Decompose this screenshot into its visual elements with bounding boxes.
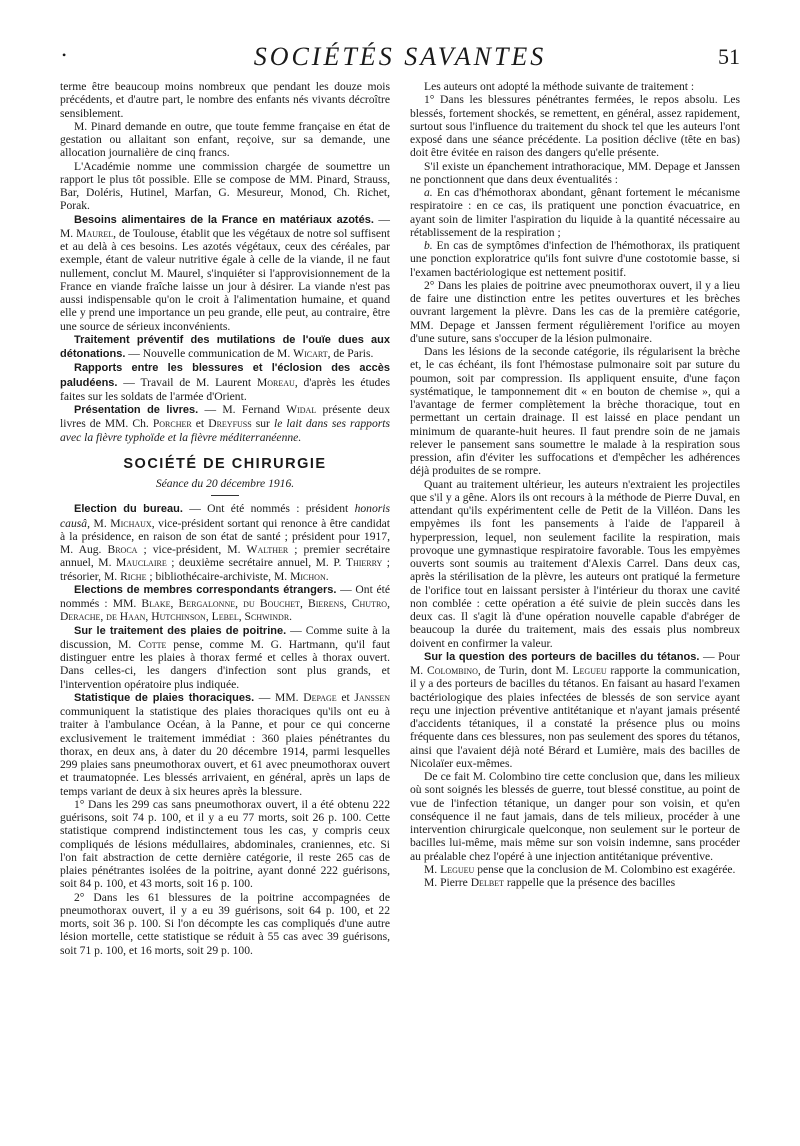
person-name: Delbet (470, 876, 504, 889)
section-heading: Rapports entre les blessures et l'éclosion des accès paludéens. (60, 362, 390, 389)
paragraph-a: a. En cas d'hémothorax abondant, gênant fortement le mécanisme respiratoire : en ce cas, ils pratiquent une ponction évacuatrice, en ayant soin de limiter l'aspiration du liquide à la quantité nécessaire au rétablissement de la respiration ; (410, 186, 740, 239)
person-name: Janssen (354, 690, 390, 704)
section-plaies: Sur le traitement des plaies de poitrine. — Comme suite à la discussion, M. Cotte pense, comme M. G. Hartmann, qu'il faut distinguer entre les plaies à thorax fermé et celles à thorax ouvert. Dans celles-ci, les dangers d'infection sont plus grands, et l'intervention opératoire plus indiquée. (60, 623, 390, 691)
divider (211, 495, 239, 496)
section-besoins: Besoins alimentaires de la France en matériaux azotés. — M. Maurel, de Toulouse, établit que les végétaux de notre sol suffisent et au delà à ces besoins. Les azotés végétaux, ceux des céréales, par exemple, étant de valeur nutritive égale à celle de la viande, il ne faut nullement, conclut M. Maurel, s'inquiéter si l'approvisionnement de la France en viande fraîche laisse un jour à désirer. La viande n'est pas aussi indispensable qu'on le croit à l'alimentation humaine, et quand elle y prend une importance un peu grande, elle peut, au contraire, être une source de sérieux inconvénients. (60, 212, 390, 333)
paragraph: terme être beaucoup moins nombreux que pendant les douze mois précédents, et d'autre part, le nombre des enfants nés vivants décroître sensiblement. (60, 80, 390, 120)
paragraph: Quant au traitement ultérieur, les auteurs n'extraient les projectiles que s'il y a gêne. Alors ils ont recours à la méthode de Pierre Duval, en attendant qu'ils expérimentent celle de Petit de la Villéon. Dans les empyèmes ils font les pansements à l'aide de l'appareil à hyperpression, lequel, non seulement facilite la respiration, mais provoque une gymnastique respiratoire favorable. Tous les empyèmes ouverts sont soumis au traitement d'Alexis Carrel. Dans deux cas, après la stérilisation de la plèvre, les auteurs ont pratiqué la fermeture de l'orifice tout en laissant persister à l'intérieur du thorax une cavité non comblée : cette opération a été suivie de plein succès dans les deux cas. Il s'agit là d'une opération nouvelle capable d'abréger de beaucoup la durée du traitement, mais des essais plus nombreux doivent en confirmer la valeur. (410, 477, 740, 650)
paragraph: M. Legueu pense que la conclusion de M. Colombino est exagérée. (424, 862, 736, 876)
section-heading: Sur le traitement des plaies de poitrine. (74, 624, 287, 637)
paragraph: M. Pinard demande en outre, que toute femme française en état de gestation ou allaitant son enfant, reçoive, sur sa demande, une allocation journalière de cinq francs. (60, 119, 390, 160)
section-heading: Présentation de livres. (74, 404, 199, 416)
section-traitement: Traitement préventif des mutilations de l'ouïe dues aux détonations. — Nouvelle communication de M. Wicart, de Paris. (60, 333, 390, 360)
section-heading: Traitement préventif des mutilations de l'ouïe dues aux détonations. (60, 333, 390, 360)
person-name: Riche (120, 569, 147, 583)
person-name: Legueu (572, 664, 607, 677)
item-label: a. (424, 186, 433, 199)
person-name: Depage (303, 690, 337, 704)
person-name: Walther (246, 543, 289, 556)
person-name: Michon (290, 569, 326, 583)
person-name: Cotte (138, 637, 167, 651)
person-name: Widal (286, 403, 317, 416)
person-name: Porcher (152, 417, 192, 431)
left-column (60, 80, 390, 957)
person-name: Michaux (110, 516, 152, 530)
section-elections-membres: Elections de membres correspondants étrangers. — Ont été nommés : MM. Blake, Bergalonne, du Bouchet, Bierens, Chutro, Derache, de Haan, Hutchinson, Lebel, Schwindr. (60, 582, 390, 624)
section-heading: Statistique de plaies thoraciques. (74, 691, 255, 704)
person-name: Moreau (256, 375, 295, 389)
section-rapports: Rapports entre les blessures et l'éclosion des accès paludéens. — Travail de M. Laurent Moreau, d'après les études faites sur les soldats de l'armée d'Orient. (60, 362, 390, 403)
person-name: Mauclaire (115, 556, 167, 570)
section-election: Election du bureau. — Ont été nommés : président honoris causâ, M. Michaux, vice-président sortant qui renonce à être candidat à la présidence, en raison de son état de santé ; président pour 1917, M. Aug. Broca ; vice-président, M. Walther ; premier secrétaire annuel, M. Mauclaire ; deuxième secrétaire annuel, M. P. Thierry ; trésorier, M. Riche ; bibliothécaire-archiviste, M. Michon. (60, 502, 390, 583)
item-label: b. (424, 239, 433, 252)
section-tetanos: Sur la question des porteurs de bacilles du tétanos. — Pour M. Colombino, de Turin, dont M. Legueu rapporte la communication, il y a des porteurs de bacilles du tétanos. En faisant au hasard l'examen bactériologique des plaies infectées de blessés de son service ayant reçu une injection préventive antitétanique et n'ayant jamais présenté d'accidents tétaniques, il a constaté la présence plus ou moins fréquente dans ces blessures, non pas seulement des spores du tétanos, ainsi que l'avaient déjà noté Bérard et Lumière, mais des bacilles de Nicolaïer eux-mêmes. (410, 649, 741, 770)
person-name: Maurel (76, 226, 114, 240)
book-title: le lait dans ses rapports avec la fièvre typhoïde et la fièvre méditerranéenne. (60, 417, 390, 444)
page-header (60, 38, 740, 78)
person-name: Broca (107, 543, 138, 556)
person-name: Wicart (293, 347, 328, 360)
right-column (410, 80, 740, 889)
section-livres: Présentation de livres. — M. Fernand Widal présente deux livres de MM. Ch. Porcher et Dreyfuss sur le lait dans ses rapports avec la fièvre typhoïde et la fièvre méditerranéenne. (60, 403, 390, 444)
paragraph: 1° Dans les blessures pénétrantes fermées, le repos absolu. Les blessés, fortement shockés, se remettent, en général, assez rapidement, surtout sous l'influence du traitement du shock tel que les auteurs l'ont exposé dans une séance précédente. La position déclive (tête en bas) doit être évitée en raison des dangers qu'elle présente. (410, 93, 740, 160)
paragraph: 2° Dans les 61 blessures de la poitrine accompagnées de pneumothorax ouvert, il y a eu 39 guérisons, soit 64 p. 100, et 22 morts, soit 36 p. 100. Si l'on décompte les cas compliqués d'une autre lésion mortelle, cette statistique se réduit à 55 cas avec 39 guérisons, soit 71 p. 100, et 16 morts, soit 29 p. 100. (60, 890, 390, 957)
person-name: Colombino (427, 664, 478, 677)
paragraph: De ce fait M. Colombino tire cette conclusion que, dans les milieux où sont soignés les blessés de guerre, tout blessé constitue, au point de vue de l'infection tétanique, un danger pour son voisin, et qu'en conséquence il ne faut jamais, dans de tels milieux, procéder à une intervention chirurgicale quelconque, non seulement sur le porteur de bacilles lui-même, mais même sur son voisin indemne, sans procéder au préalable chez l'opéré à une injection antitétanique préventive. (410, 770, 740, 863)
running-title: SOCIÉTÉS SAVANTES (253, 42, 547, 71)
person-name: Legueu (440, 862, 475, 876)
paragraph: Dans les lésions de la seconde catégorie, ils régularisent la brèche et, le cas échéant, ils font l'hémostase pulmonaire soit par suture du poumon, soit par compression. Ils appliquent ensuite, d'une façon systématique, le tamponnement dit « en bouton de chemise », qui a l'avantage de fermer complètement la brèche thoracique, tout en permettant un certain drainage. Il est laissé en place pendant un minimum de quarante-huit heures. Il faut prendre soin de ne jamais relever le pansement sans soumettre le malade à la respiration sous pression, afin d'éviter les suffocations et d'empêcher les adhérences déjà produites de se rompre. (410, 345, 740, 478)
margin-dot: • (62, 48, 67, 62)
paragraph: Les auteurs ont adopté la méthode suivante de traitement : (424, 80, 695, 93)
section-statistique: Statistique de plaies thoraciques. — MM. Depage et Janssen communiquent la statistique des plaies thoraciques qu'ils ont eu à traiter à l'ambulance Océan, à la Panne, et pour ce qui concerne exclusivement le traitement immédiat : 360 plaies pénétrantes du thorax, en deux ans, à dater du 20 décembre 1914, parmi lesquelles 299 plaies sans pneumothorax ouvert, et 61 avec pneumothorax ouvert et traumatopnée. Les blessés arrivaient, en général, après un laps de temps variant de deux à six heures après la blessure. (60, 690, 390, 798)
page-number: 51 (718, 44, 740, 69)
section-heading: Besoins alimentaires de la France en matériaux azotés. (74, 213, 374, 226)
paragraph: M. Pierre Delbet rappelle que la présence des bacilles (424, 876, 676, 889)
person-name: Thierry (345, 556, 383, 570)
paragraph: S'il existe un épanchement intrathoracique, MM. Depage et Janssen ne ponctionnent que dans deux éventualités : (410, 159, 740, 186)
paragraph: 2° Dans les plaies de poitrine avec pneumothorax ouvert, il y a lieu de faire une distinction entre les petites ouvertures et les brèches ouvrant largement la plèvre. Dans les cas de la première catégorie, MM. Depage et Janssen ferment régulièrement l'orifice au moyen d'une suture, sans s'occuper de la lésion pulmonaire. (410, 278, 740, 345)
section-heading: Sur la question des porteurs de bacilles du tétanos. (424, 650, 700, 663)
person-names: Blake, Bergalonne, du Bouchet, Bierens, Chutro, Derache, de Haan, Hutchinson, Lebel, Schwindr (60, 597, 390, 624)
paragraph: 1° Dans les 299 cas sans pneumothorax ouvert, il a été obtenu 222 guérisons, soit 74 p. 100, et il y a eu 77 morts, soit 26 p. 100. Cette statistique comprend indistinctement tous les cas, y compris ceux compliqués de lésions médullaires, abdominales, craniennes, etc. Si l'on fait abstraction de cette dernière catégorie, il reste 265 cas de plaies pénétrantes isolées de la poitrine, ayant donné 222 guérisons, soit 84 p. 100, et 43 morts, soit 16 p. 100. (60, 797, 390, 891)
paragraph-b: b. En cas de symptômes d'infection de l'hémothorax, ils pratiquent une ponction exploratrice qu'ils font suivre d'une costotomie basse, si l'examen bactériologique est nettement positif. (410, 239, 740, 279)
paragraph: L'Académie nomme une commission chargée de soumettre un rapport le plus tôt possible. Elle se compose de MM. Pinard, Strauss, Bar, Doléris, Hutinel, Marfan, G. Mesureur, Monod, Ch. Richet, Porak. (60, 159, 390, 213)
society-title: SOCIÉTÉ DE CHIRURGIE (123, 455, 327, 472)
section-heading: Elections de membres correspondants étrangers. (74, 583, 337, 596)
person-name: Dreyfuss (208, 417, 252, 431)
session-date: Séance du 20 décembre 1916. (155, 477, 295, 490)
section-heading: Election du bureau. (74, 503, 183, 516)
